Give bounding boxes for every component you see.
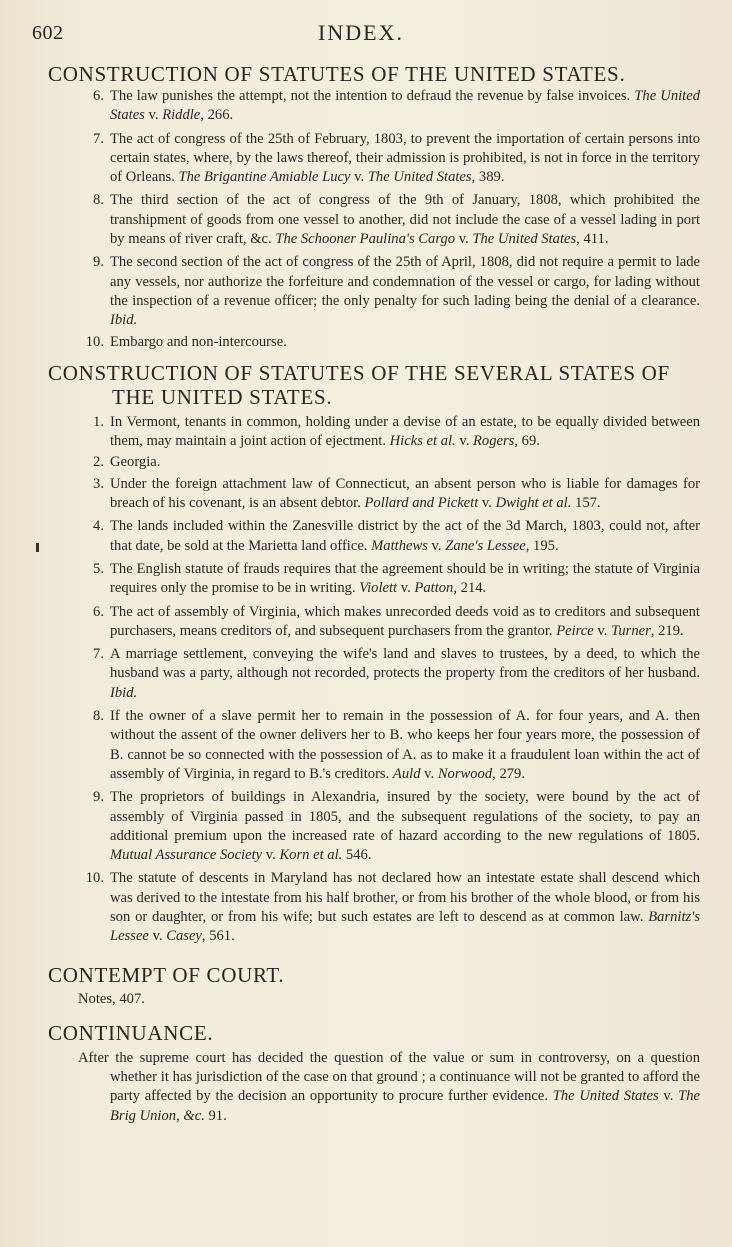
case-party: Zane's Lessee [445,537,526,554]
index-entry [0,253,732,330]
index-entry [0,333,732,352]
case-name: Violett [359,580,398,597]
entry-number: 7. [93,130,104,147]
citation: , 411. [576,231,609,248]
section-contempt-of-court [0,963,732,1009]
entry-number: 5. [93,560,104,577]
citation: 91. [204,1107,227,1124]
citation: 157. [571,495,601,512]
index-entry [0,517,732,556]
entry-number: 10. [85,870,104,887]
entry-text: In Vermont, tenants in common, holding under a devise of an estate, to be equally divided between them, may maintain a joint action of ejectment. [110,413,700,450]
case-party: Norwood [437,765,493,782]
case-party: The Brig Union, &c. [110,1088,700,1124]
case-name: The Schooner Paulina's Cargo [275,231,456,248]
case-name: Auld [392,765,421,782]
entry-text: The act of assembly of Virginia, which makes unrecorded deeds void as to creditors and subsequent purchasers, means creditors of, and subsequent purchasers from the grantor. [110,603,700,639]
entry-number: 8. [93,192,104,209]
index-entry [0,788,732,865]
citation: 546. [342,847,372,864]
index-entry [0,413,732,452]
entry-number: 4. [93,518,104,535]
entry-text: The lands included within the Zanesville district by the act of the 3d March, 1803, could not, after that date, be sold at the Marietta land office. [110,518,700,554]
versus: v. [265,847,276,864]
versus: v. [459,433,470,450]
entry-text: The law punishes the attempt, not the intention to defraud the revenue by false invoices. [110,88,631,104]
case-name: Barnitz's Lessee [110,908,701,945]
citation: , 219. [650,622,684,639]
versus: v. [148,107,159,124]
case-party: The United States [472,231,577,248]
index-entry [0,191,732,249]
entry-number: 7. [93,646,104,663]
case-name: The United States [552,1088,659,1105]
index-entry [0,130,732,188]
section-note: Notes, 407. [78,990,145,1007]
citation: , 214. [453,580,487,597]
index-content [0,58,732,1126]
versus: v. [663,1088,674,1105]
case-party: Dwight et al. [495,495,572,512]
entry-text: The English statute of frauds requires that the agreement should be in writing; the statute of Virginia requires only the promise to be in writing. [110,560,700,597]
index-entry [0,869,732,946]
running-title: INDEX. [318,20,404,45]
ibid: Ibid. [110,684,138,701]
section-continuance [0,1021,732,1126]
index-entry [0,707,732,784]
entry-text: Under the foreign attachment law of Connecticut, an absent person who is liable for damages for breach of his covenant, is an absent debtor. [110,475,700,512]
index-entry [0,645,732,703]
versus: v. [400,580,411,597]
entry-text: The second section of the act of congress of the 25th of April, 1808, did not require a permit to lade any vessels, nor authorize the forfeiture and condemnation of the vessel or cargo, for lading without the inspection of a revenue officer; the only penalty for such lading being the denial of a clearance. [110,254,700,309]
index-entry [0,603,732,642]
index-entry [0,560,732,599]
entry-text: The statute of descents in Maryland has not declared how an intestate estate shall descend which was derived to the intestate from his half brother, or from his brother of the whole blood, or from his son or daughter, or from his wife; but such estates are left to descend as at common law. [110,870,700,925]
case-party: Riddle [162,107,201,124]
versus: v. [152,928,163,945]
entry-text: A marriage settlement, conveying the wife's land and slaves to trustees, by a deed, to which the husband was a party, although not recorded, protects the property from the creditors of her husband. [110,646,700,682]
entry-number: 9. [93,254,104,271]
case-name: Hicks et al. [389,433,456,450]
entry-number: 1. [93,413,104,430]
entry-text: Georgia. [110,454,161,471]
section-text [0,1049,732,1126]
entry-text: The act of congress of the 25th of February, 1803, to prevent the importation of certain persons into certain states, where, by the laws thereof, their admission is prohibited, is not in force in the territory of Orleans. [110,130,700,186]
citation: , 195. [525,537,559,554]
entry-number: 6. [93,603,104,620]
entry-number: 10. [85,333,104,350]
versus: v. [354,169,365,186]
case-party: Korn et al. [279,847,343,864]
citation: , 389. [471,169,505,186]
entry-text: If the owner of a slave permit her to remain in the possession of A. for four years, and A. then without the assent of the owner delivers her to B. who keeps her four years more, the possession of B. cannot be so connected with the possession of A. as to make it a fraudulent loan within the act of assembly of Virginia, in regard to B.'s creditors. [110,708,700,782]
section-heading: CONTEMPT OF COURT. [48,962,285,987]
section-heading: CONSTRUCTION OF STATUTES OF THE UNITED STATES. [48,62,626,86]
case-name: Peirce [556,622,594,639]
section-statutes-several-states [0,361,732,947]
case-party: Patton [414,580,454,597]
entry-number: 2. [93,454,104,471]
entry-number: 3. [93,475,104,492]
citation: , 561. [201,928,235,945]
citation: , 279. [492,765,525,782]
page-header [30,20,692,50]
case-party: Turner [611,622,651,639]
case-party: Casey [166,928,202,945]
index-entry [0,453,732,472]
case-name: The Brigantine Amiable Lucy [178,169,351,186]
versus: v. [424,765,435,782]
entry-number: 8. [93,708,104,725]
entry-text: The third section of the act of congress of the 9th of January, 1808, which prohibited the transhipment of goods from one vessel to another, did not include the case of a vessel lading in port by means of river craft, &c. [110,192,700,248]
versus: v. [458,231,469,248]
section-statutes-united-states [0,62,732,352]
versus: v. [597,622,608,639]
section-heading: CONSTRUCTION OF STATUTES OF THE SEVERAL STATES OF THE UNITED STATES. [48,360,670,409]
section-heading: CONTINUANCE. [48,1020,214,1045]
case-name: Mutual Assurance Society [110,847,263,864]
case-party: The United States [367,169,472,186]
page-number: 602 [32,22,64,44]
versus: v. [481,495,492,512]
citation: , 69. [514,433,540,450]
entry-text: Embargo and non-intercourse. [110,333,287,350]
case-name: The United States [110,88,701,124]
case-name: Pollard and Pickett [364,495,479,512]
ink-mark [36,543,39,552]
versus: v. [431,537,442,554]
entry-number: 9. [93,789,104,806]
case-party: Rogers [473,433,515,450]
index-entry [0,475,732,514]
index-entry [0,87,732,126]
entry-text: The proprietors of buildings in Alexandria, insured by the society, were bound by the act of assembly of Virginia passed in 1805, and the subsequent regulations of the society, to pay an additional premium upon the increased rate of hazard according to the new regulations of 1805. [110,789,700,844]
citation: , 266. [200,107,234,124]
entry-text: After the supreme court has decided the question of the value or sum in controversy, on a question whether it has jurisdiction of the case on that ground ; a continuance will not be granted to afford the party affected by the decision an opportunity to procure further evidence. [78,1049,700,1105]
case-name: Matthews [371,537,428,554]
ibid: Ibid. [110,312,138,329]
entry-number: 6. [93,88,104,104]
